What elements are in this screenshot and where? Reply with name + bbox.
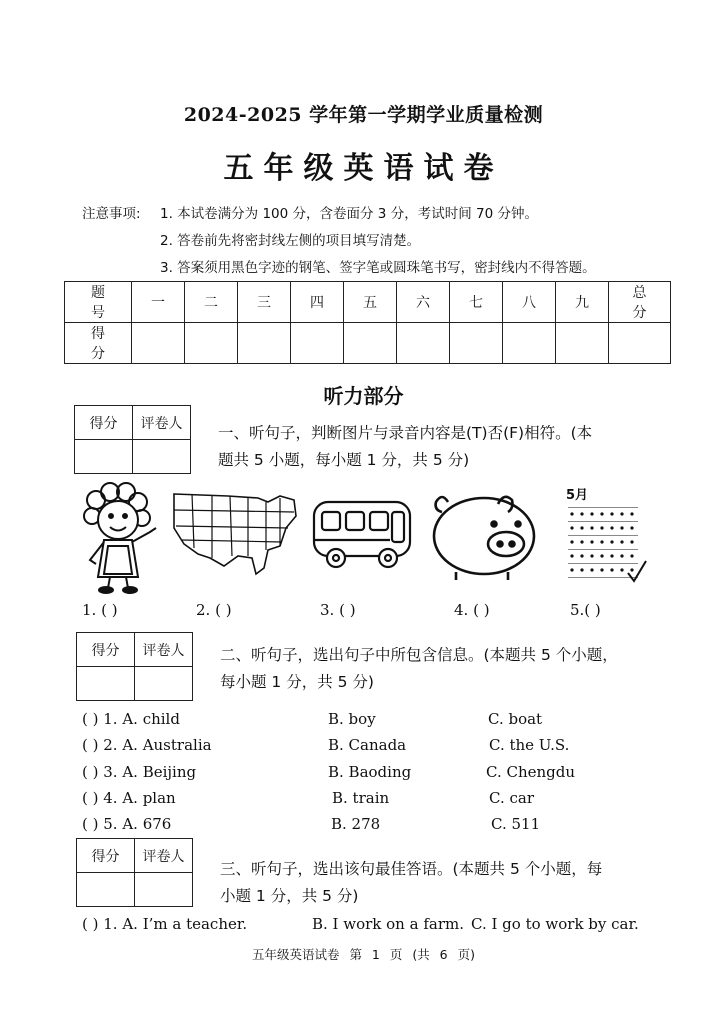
calendar-grid xyxy=(566,503,650,583)
grader-reviewer-label: 评卷人 xyxy=(135,839,193,873)
score-cell[interactable] xyxy=(291,323,344,364)
part2-instruction xyxy=(220,642,618,696)
bus-picture xyxy=(310,496,414,572)
grader-reviewer-cell[interactable] xyxy=(135,667,193,701)
picture-answer-4[interactable]: 4. ( ) xyxy=(454,601,490,619)
option-c: C. I go to work by car. xyxy=(471,915,639,933)
exam-title: 2024-2025 学年第一学期学业质量检测 xyxy=(183,104,544,126)
question-num[interactable]: ( ) 2. A. Australia xyxy=(82,736,212,754)
question-row xyxy=(82,815,171,833)
option-c: C. Chengdu xyxy=(486,763,576,781)
question-num[interactable]: ( ) 4. A. plan xyxy=(82,789,176,807)
question-num[interactable]: ( ) 3. A. Beijing xyxy=(82,763,197,781)
question-row xyxy=(82,736,212,754)
exam-subtitle: 五年级英语试卷 xyxy=(223,151,504,186)
option-b: B. boy xyxy=(328,710,376,728)
score-row-label: 得分 xyxy=(65,323,132,364)
option-c: C. the U.S. xyxy=(489,736,570,754)
score-cell[interactable] xyxy=(344,323,397,364)
grader-score-cell[interactable] xyxy=(77,667,135,701)
grader-box xyxy=(74,405,191,474)
instruction-line: 一、听句子，判断图片与录音内容是(T)否(F)相符。(本 xyxy=(218,424,593,442)
score-table xyxy=(64,281,671,364)
question-num[interactable]: ( ) 1. A. I’m a teacher. xyxy=(82,915,248,933)
score-cell[interactable] xyxy=(450,323,503,364)
score-header-cell: 七 xyxy=(450,282,503,323)
grader-box xyxy=(76,632,193,701)
part1-instruction xyxy=(218,420,592,474)
picture-answer-2[interactable]: 2. ( ) xyxy=(196,601,232,619)
score-header-cell: 八 xyxy=(503,282,556,323)
score-cell[interactable] xyxy=(609,323,671,364)
option-c: C. 511 xyxy=(491,815,541,833)
section-title: 听力部分 xyxy=(323,384,404,408)
instruction-line: 二、听句子，选出句子中所包含信息。(本题共 5 个小题， xyxy=(220,646,618,664)
score-header-cell: 一 xyxy=(132,282,185,323)
score-header-cell: 六 xyxy=(397,282,450,323)
instruction-line: 小题 1 分，共 5 分) xyxy=(220,887,359,905)
score-header-cell: 九 xyxy=(556,282,609,323)
option-b: B. I work on a farm. xyxy=(312,915,464,933)
grader-box xyxy=(76,838,193,907)
question-num[interactable]: ( ) 5. A. 676 xyxy=(82,815,172,833)
grader-score-label: 得分 xyxy=(75,406,133,440)
question-row xyxy=(82,789,176,807)
score-header-cell: 三 xyxy=(238,282,291,323)
score-header-cell: 四 xyxy=(291,282,344,323)
grader-reviewer-cell[interactable] xyxy=(133,440,191,474)
part3-instruction xyxy=(220,856,602,910)
score-cell[interactable] xyxy=(397,323,450,364)
grader-score-label: 得分 xyxy=(77,633,135,667)
grader-score-cell[interactable] xyxy=(77,873,135,907)
score-header-cell: 总分 xyxy=(609,282,671,323)
score-header-cell: 二 xyxy=(185,282,238,323)
notes-label: 注意事项: xyxy=(82,206,141,222)
picture-answer-1[interactable]: 1. ( ) xyxy=(82,601,118,619)
pig-picture xyxy=(428,490,544,582)
option-c: C. car xyxy=(489,789,534,807)
option-b: B. 278 xyxy=(331,815,381,833)
note-item: 3. 答案须用黑色字迹的钢笔、签字笔或圆珠笔书写，密封线内不得答题。 xyxy=(160,260,596,276)
score-header-cell: 题号 xyxy=(65,282,132,323)
option-b: B. train xyxy=(332,789,390,807)
girl-picture xyxy=(78,482,160,594)
score-header-cell: 五 xyxy=(344,282,397,323)
question-row xyxy=(82,763,196,781)
instruction-line: 每小题 1 分，共 5 分) xyxy=(220,673,374,691)
grader-score-cell[interactable] xyxy=(75,440,133,474)
question-row xyxy=(82,710,180,728)
score-cell[interactable] xyxy=(132,323,185,364)
calendar-month: 5月 xyxy=(566,488,589,503)
option-c: C. boat xyxy=(488,710,543,728)
instruction-line: 题共 5 小题，每小题 1 分，共 5 分) xyxy=(218,451,470,469)
grader-score-label: 得分 xyxy=(77,839,135,873)
grader-reviewer-cell[interactable] xyxy=(135,873,193,907)
option-b: B. Canada xyxy=(328,736,407,754)
usa-map-picture xyxy=(168,488,300,580)
grader-reviewer-label: 评卷人 xyxy=(135,633,193,667)
note-item: 2. 答卷前先将密封线左侧的项目填写清楚。 xyxy=(160,233,421,249)
page-footer: 五年级英语试卷 第 1 页 (共 6 页) xyxy=(251,947,475,962)
grader-reviewer-label: 评卷人 xyxy=(133,406,191,440)
picture-answer-5[interactable]: 5.( ) xyxy=(570,601,601,619)
note-item: 1. 本试卷满分为 100 分，含卷面分 3 分，考试时间 70 分钟。 xyxy=(160,206,538,222)
score-cell[interactable] xyxy=(185,323,238,364)
option-b: B. Baoding xyxy=(328,763,412,781)
question-num[interactable]: ( ) 1. A. child xyxy=(82,710,180,728)
picture-answer-3[interactable]: 3. ( ) xyxy=(320,601,356,619)
score-cell[interactable] xyxy=(503,323,556,364)
question-row xyxy=(82,915,247,933)
calendar-picture xyxy=(566,484,650,580)
score-cell[interactable] xyxy=(556,323,609,364)
instruction-line: 三、听句子，选出该句最佳答语。(本题共 5 个小题，每 xyxy=(220,860,603,878)
score-cell[interactable] xyxy=(238,323,291,364)
